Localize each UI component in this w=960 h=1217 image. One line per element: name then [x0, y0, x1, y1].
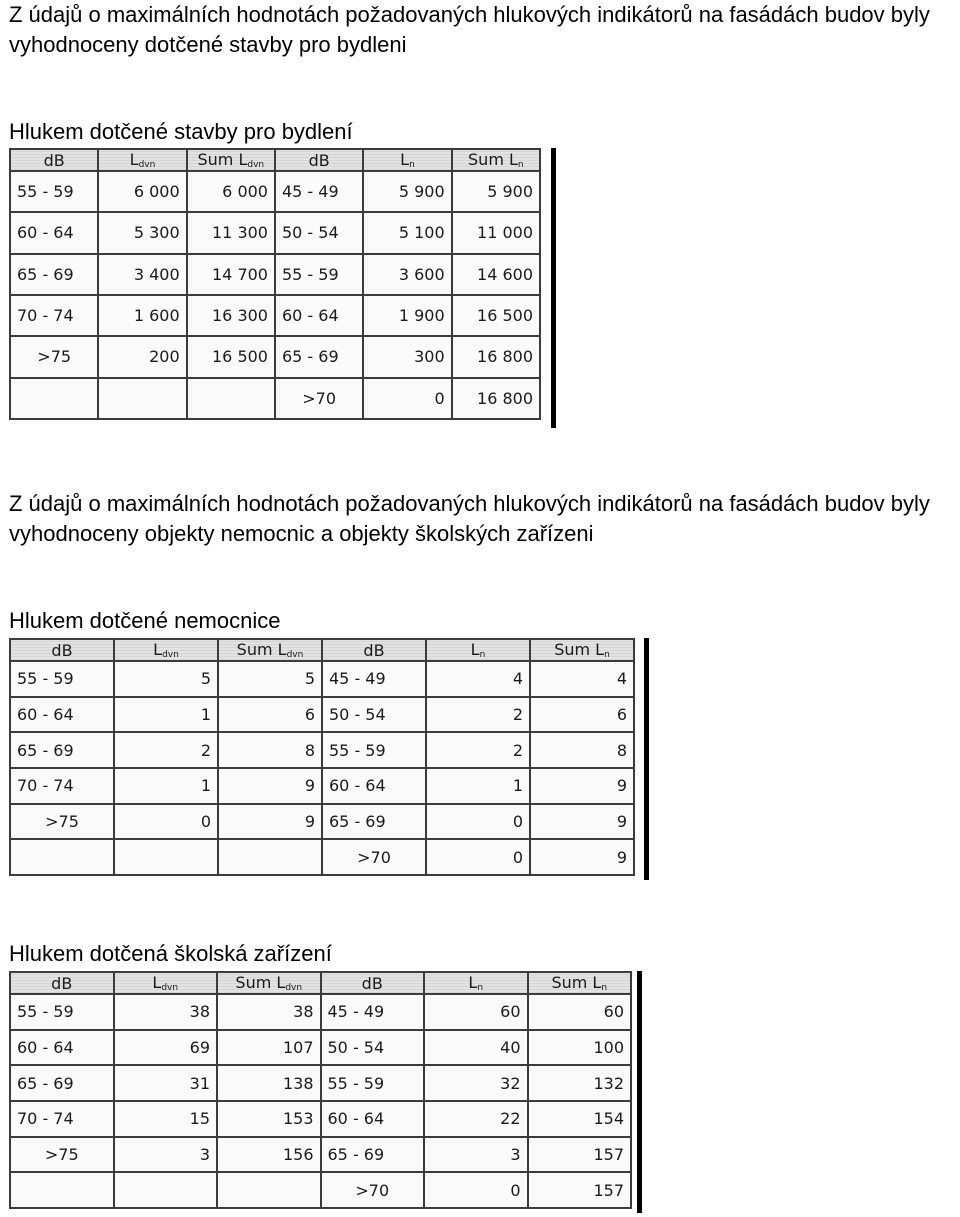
header-label: Sum L [236, 640, 287, 659]
header-label: dB [363, 640, 385, 660]
table-cell: 55 - 59 [322, 732, 426, 768]
table-cell [218, 839, 322, 875]
table-cell: 65 - 69 [10, 254, 98, 295]
table-cell: 60 - 64 [321, 1101, 425, 1137]
table-cell: 14 600 [452, 254, 540, 295]
table-cell: 38 [114, 994, 218, 1030]
header-label: L [400, 150, 410, 169]
table-cell [217, 1172, 321, 1208]
table-cell: 11 000 [452, 212, 540, 253]
header-label: dB [308, 150, 330, 170]
table-cell: 38 [217, 994, 321, 1030]
table-cell: 6 [530, 697, 634, 733]
table-cell: 50 - 54 [275, 212, 363, 253]
table-cell: 5 [218, 661, 322, 697]
table-cell: 6 000 [98, 171, 186, 212]
table-cell: 1 [114, 697, 218, 733]
table-cell [187, 378, 275, 419]
table-cell: 65 - 69 [10, 732, 114, 768]
table-cell: 50 - 54 [322, 697, 426, 733]
table-cell: 2 [426, 697, 530, 733]
header-label: dB [51, 973, 73, 993]
table-cell: 0 [424, 1172, 528, 1208]
table-cell: 70 - 74 [10, 768, 114, 804]
table-cell: 3 [424, 1137, 528, 1173]
header-subscript: n [479, 650, 486, 660]
table-cell: 16 500 [187, 336, 275, 377]
table-cell: 5 900 [452, 171, 540, 212]
table-cell: 156 [217, 1137, 321, 1173]
table-cell: 1 900 [363, 295, 451, 336]
header-label: Sum L [554, 640, 605, 659]
table-cell: 60 - 64 [10, 1030, 114, 1066]
table-cell: 65 - 69 [10, 1065, 114, 1101]
table-edge-bar [551, 148, 556, 428]
table-row [10, 1101, 631, 1137]
table-cell: 2 [426, 732, 530, 768]
table-cell: 0 [426, 839, 530, 875]
table-cell: 40 [424, 1030, 528, 1066]
header-label: dB [361, 973, 383, 993]
header-db [10, 972, 114, 994]
table-cell: 200 [98, 336, 186, 377]
header-sum-ln [530, 639, 634, 661]
header-label: L [153, 640, 163, 659]
header-ln [424, 972, 528, 994]
table-row [10, 1137, 631, 1173]
header-db [322, 639, 426, 661]
header-label: L [470, 640, 480, 659]
header-label: Sum L [468, 150, 518, 169]
table-cell: 45 - 49 [275, 171, 363, 212]
table-row [10, 994, 631, 1030]
table-cell: 31 [114, 1065, 218, 1101]
table-cell: 1 [114, 768, 218, 804]
table-cell: 5 900 [363, 171, 451, 212]
table-cell: 65 - 69 [275, 336, 363, 377]
table-cell: 107 [217, 1030, 321, 1066]
table-cell [10, 1172, 114, 1208]
header-ldvn [114, 972, 218, 994]
table-cell: 15 [114, 1101, 218, 1137]
table-row [10, 661, 634, 697]
table-row [10, 171, 540, 212]
table-cell: 9 [530, 839, 634, 875]
table-cell [10, 378, 98, 419]
table-cell: 60 - 64 [10, 697, 114, 733]
header-sum-ldvn [218, 639, 322, 661]
table-cell: 0 [114, 804, 218, 840]
table-cell: 6 000 [187, 171, 275, 212]
table-cell: >70 [322, 839, 426, 875]
table-cell: 0 [426, 804, 530, 840]
header-db [321, 972, 425, 994]
header-subscript: n [601, 983, 608, 993]
header-label: Sum L [197, 150, 248, 169]
table-cell: 55 - 59 [275, 254, 363, 295]
table-cell: 300 [363, 336, 451, 377]
header-subscript: dvn [138, 160, 156, 170]
header-label: Sum L [551, 973, 602, 992]
table-cell: >75 [10, 1137, 114, 1173]
header-subscript: dvn [247, 160, 265, 170]
table-cell: 11 300 [187, 212, 275, 253]
header-label: Sum L [235, 973, 286, 992]
noise-table-hospitals [9, 638, 635, 876]
table-header-row [10, 972, 631, 994]
table-cell: 70 - 74 [10, 295, 98, 336]
header-subscript: dvn [161, 983, 179, 993]
table-row [10, 295, 540, 336]
table-cell: 60 - 64 [322, 768, 426, 804]
table-cell: 16 300 [187, 295, 275, 336]
header-subscript: dvn [162, 650, 179, 660]
table-cell: 3 400 [98, 254, 186, 295]
header-ln [426, 639, 530, 661]
table-cell: 16 500 [452, 295, 540, 336]
table-cell [10, 839, 114, 875]
table-cell: 5 300 [98, 212, 186, 253]
table-cell: 9 [530, 768, 634, 804]
table-row [10, 732, 634, 768]
header-label: dB [43, 150, 65, 170]
table-row [10, 804, 634, 840]
table-cell: >70 [321, 1172, 425, 1208]
table-header-row [10, 639, 634, 661]
table-row [10, 254, 540, 295]
table-cell: 9 [218, 804, 322, 840]
table-cell: 16 800 [452, 336, 540, 377]
table-row [10, 1172, 631, 1208]
table-row [10, 697, 634, 733]
table-title-hospitals: Hlukem dotčené nemocnice [9, 608, 281, 633]
header-db [10, 149, 98, 171]
table-cell: 65 - 69 [321, 1137, 425, 1173]
table-row [10, 336, 540, 377]
table-cell: 22 [424, 1101, 528, 1137]
table-cell: 55 - 59 [10, 661, 114, 697]
table-header-row [10, 149, 540, 171]
table-cell: 132 [528, 1065, 632, 1101]
table-cell: 153 [217, 1101, 321, 1137]
noise-table-schools [9, 971, 632, 1209]
table-cell: >70 [275, 378, 363, 419]
table-cell: >75 [10, 804, 114, 840]
table-cell: 6 [218, 697, 322, 733]
header-subscript: n [477, 983, 484, 993]
table-cell: 60 - 64 [10, 212, 98, 253]
header-subscript: n [517, 160, 524, 170]
table-cell: 4 [530, 661, 634, 697]
table-cell: 8 [218, 732, 322, 768]
header-db [10, 639, 114, 661]
table-cell: 9 [530, 804, 634, 840]
table-cell: 60 [424, 994, 528, 1030]
table-row [10, 1065, 631, 1101]
table-edge-bar [644, 638, 649, 880]
table-cell: 14 700 [187, 254, 275, 295]
table-cell: 16 800 [452, 378, 540, 419]
table-cell: 157 [528, 1172, 632, 1208]
table-title-schools: Hlukem dotčená školská zařízení [9, 941, 332, 966]
table-cell: 1 [426, 768, 530, 804]
header-sum-ln [452, 149, 540, 171]
table-cell: 60 - 64 [275, 295, 363, 336]
header-sum-ln [528, 972, 632, 994]
header-subscript: dvn [286, 650, 304, 660]
table-cell: 45 - 49 [322, 661, 426, 697]
table-cell: 138 [217, 1065, 321, 1101]
table-row [10, 378, 540, 419]
header-sum-ldvn [217, 972, 321, 994]
intro-paragraph-hospitals-schools: Z údajů o maximálních hodnotách požadovaných hlukových indikátorů na fasádách budov byly vyhodnoceny objekty nemocnic a objekty školských zařízeni [9, 491, 930, 546]
table-cell [98, 378, 186, 419]
table-cell: 4 [426, 661, 530, 697]
table-cell: 3 600 [363, 254, 451, 295]
table-cell: 5 [114, 661, 218, 697]
table-cell: 9 [218, 768, 322, 804]
header-ldvn [114, 639, 218, 661]
table-row [10, 839, 634, 875]
table-cell [114, 839, 218, 875]
table-cell: 1 600 [98, 295, 186, 336]
header-sum-ldvn [187, 149, 275, 171]
table-cell: 65 - 69 [322, 804, 426, 840]
table-cell: 55 - 59 [321, 1065, 425, 1101]
table-cell: 157 [528, 1137, 632, 1173]
header-label: L [152, 973, 162, 992]
table-row [10, 212, 540, 253]
noise-table-housing [9, 148, 541, 420]
table-cell [114, 1172, 218, 1208]
table-cell: 50 - 54 [321, 1030, 425, 1066]
table-cell: 32 [424, 1065, 528, 1101]
table-cell: >75 [10, 336, 98, 377]
table-cell: 45 - 49 [321, 994, 425, 1030]
table-cell: 2 [114, 732, 218, 768]
table-edge-bar [637, 971, 642, 1213]
header-ldvn [98, 149, 186, 171]
table-row [10, 768, 634, 804]
intro-paragraph-housing: Z údajů o maximálních hodnotách požadovaných hlukových indikátorů na fasádách budov byly vyhodnoceny dotčené stavby pro bydleni [9, 2, 930, 57]
table-cell: 0 [363, 378, 451, 419]
table-cell: 3 [114, 1137, 218, 1173]
table-title-housing: Hlukem dotčené stavby pro bydlení [9, 119, 353, 144]
table-cell: 5 100 [363, 212, 451, 253]
table-cell: 69 [114, 1030, 218, 1066]
table-row [10, 1030, 631, 1066]
header-subscript: n [409, 160, 415, 170]
table-cell: 70 - 74 [10, 1101, 114, 1137]
header-subscript: dvn [285, 983, 303, 993]
header-label: L [468, 973, 478, 992]
header-ln [363, 149, 451, 171]
table-cell: 8 [530, 732, 634, 768]
table-cell: 55 - 59 [10, 171, 98, 212]
table-cell: 154 [528, 1101, 632, 1137]
table-cell: 60 [528, 994, 632, 1030]
table-cell: 100 [528, 1030, 632, 1066]
header-label: dB [51, 640, 73, 660]
header-label: L [129, 150, 139, 169]
header-db [275, 149, 363, 171]
table-cell: 55 - 59 [10, 994, 114, 1030]
header-subscript: n [604, 650, 610, 660]
